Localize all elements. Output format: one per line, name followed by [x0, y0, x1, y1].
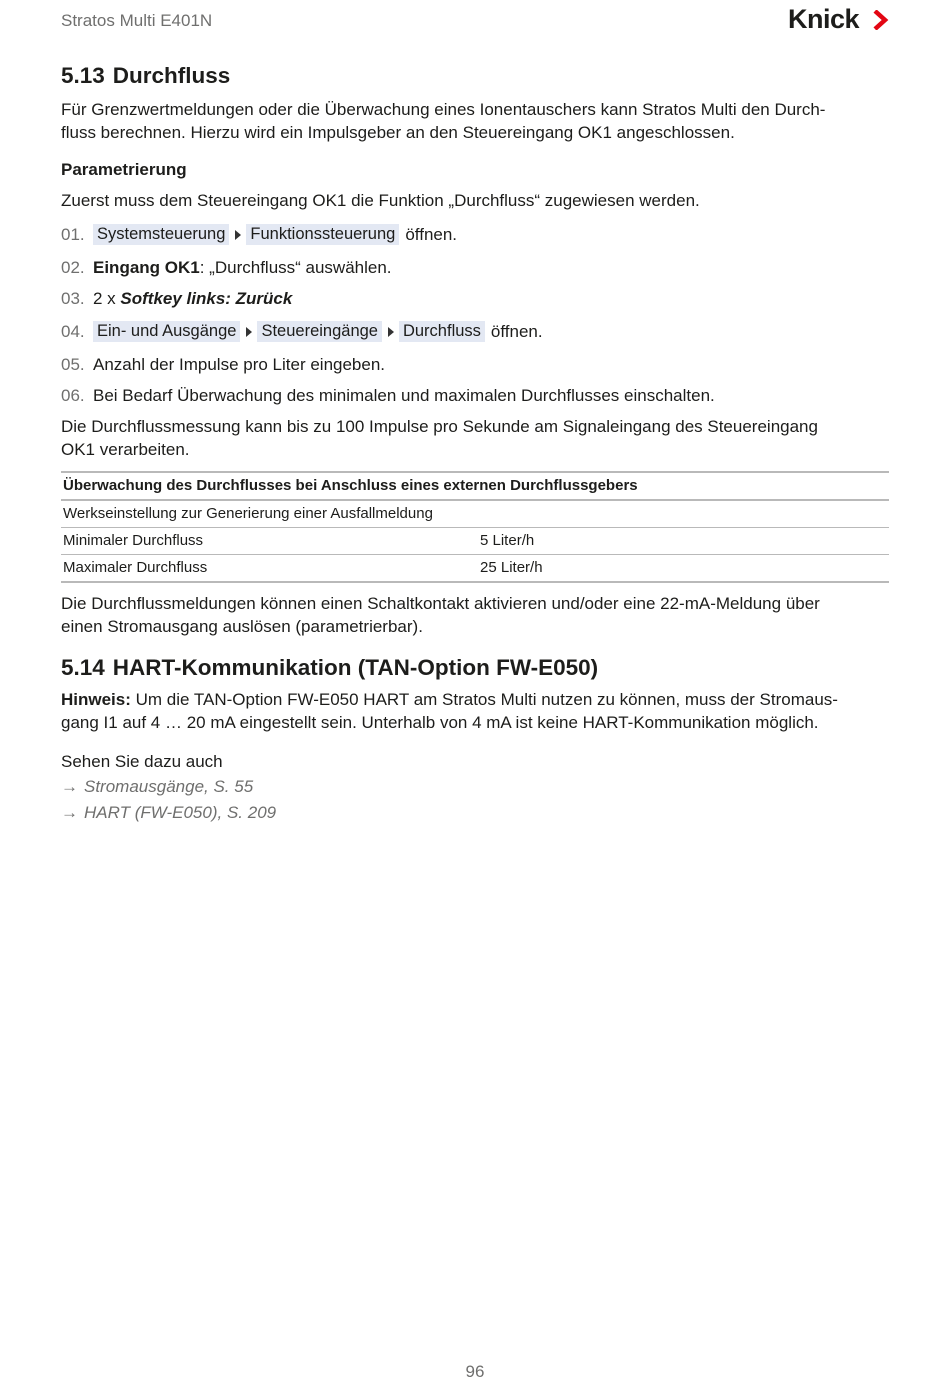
step-text: : „Durchfluss“ auswählen.: [199, 258, 392, 277]
see-also-heading: Sehen Sie dazu auch: [61, 752, 223, 771]
page-number: 96: [465, 1362, 485, 1381]
table-cell-label: Maximaler Durchfluss: [61, 555, 478, 583]
step-text: öffnen.: [490, 322, 543, 341]
after-steps-line-1: Die Durchflussmessung kann bis zu 100 Impulse pro Sekunde am Signaleingang des Steuereingang: [61, 417, 818, 436]
table-header-row: [61, 472, 889, 500]
flow-monitoring-table: [61, 471, 889, 583]
table-row: [61, 555, 889, 583]
table-cell-value: 5 Liter/h: [478, 528, 889, 555]
step-item: [61, 222, 889, 247]
step-number: 04.: [61, 322, 85, 341]
step-text: öffnen.: [405, 225, 458, 244]
menu-crumb-durchfluss: Durchfluss: [399, 321, 485, 342]
chevron-right-icon: [873, 10, 889, 30]
section-heading-5-13: [61, 60, 889, 92]
page-content: [61, 60, 889, 826]
table-row: [61, 500, 889, 528]
menu-crumb-systemsteuerung: Systemsteuerung: [93, 224, 229, 245]
step-item: [61, 287, 889, 310]
note-line-2: gang I1 auf 4 … 20 mA eingestellt sein. Unterhalb von 4 mA ist keine HART-Kommunikation möglich.: [61, 713, 819, 732]
step-text: Bei Bedarf Überwachung des minimalen und maximalen Durchflusses einschalten.: [93, 386, 715, 405]
menu-crumb-funktionssteuerung: Funktionssteuerung: [246, 224, 399, 245]
step-text: Anzahl der Impulse pro Liter eingeben.: [93, 355, 386, 374]
menu-crumb-ein-und-ausgaenge: Ein- und Ausgänge: [93, 321, 240, 342]
link-text[interactable]: Stromausgänge, S. 55: [84, 777, 254, 796]
sub-heading: Parametrierung: [61, 160, 187, 179]
triangle-right-icon: [235, 230, 241, 240]
section-title: HART-Kommunikation (TAN-Option FW-E050): [112, 655, 599, 680]
triangle-right-icon: [388, 327, 394, 337]
step-number: 06.: [61, 386, 85, 405]
logo-text: Knick: [787, 4, 859, 34]
step-number: 03.: [61, 289, 85, 308]
step-number: 02.: [61, 258, 85, 277]
closing-line-2: einen Stromausgang auslösen (parametrierbar).: [61, 617, 423, 636]
steps-list: [61, 222, 889, 407]
arrow-right-icon: →: [61, 803, 78, 822]
menu-crumb-steuereingaenge: Steuereingänge: [257, 321, 382, 342]
table-row: [61, 528, 889, 555]
link-text[interactable]: HART (FW-E050), S. 209: [84, 803, 277, 822]
intro-line-2: fluss berechnen. Hierzu wird ein Impulsgeber an den Steuereingang OK1 angeschlossen.: [61, 123, 735, 142]
knick-logo: [788, 4, 889, 35]
note-line-1: [61, 688, 889, 711]
section-heading-5-14: [61, 652, 889, 684]
note-label: Hinweis:: [61, 690, 131, 709]
step-number: 01.: [61, 225, 85, 244]
intro-line-1: Für Grenzwertmeldungen oder die Überwachung eines Ionentauschers kann Stratos Multi den Durch-: [61, 100, 826, 119]
section-number: 5.13: [61, 63, 105, 88]
step-item: [61, 353, 889, 376]
table-cell-value: [478, 500, 889, 528]
step-item: [61, 256, 889, 279]
sub-intro: Zuerst muss dem Steuereingang OK1 die Funktion „Durchfluss“ zugewiesen werden.: [61, 191, 700, 210]
step-number: 05.: [61, 355, 85, 374]
step-item: [61, 384, 889, 407]
page-header: [61, 4, 889, 38]
section-number: 5.14: [61, 655, 105, 680]
table-cell-value: 25 Liter/h: [478, 555, 889, 583]
table-cell-label: Werkseinstellung zur Generierung einer Ausfallmeldung: [61, 500, 478, 528]
triangle-right-icon: [246, 327, 252, 337]
step-bold: Eingang OK1: [93, 258, 200, 277]
see-also-link-stromausgaenge[interactable]: [61, 774, 889, 800]
table-header: Überwachung des Durchflusses bei Anschluss eines externen Durchflussgebers: [61, 472, 889, 500]
arrow-right-icon: →: [61, 777, 78, 796]
after-steps-line-2: OK1 verarbeiten.: [61, 440, 190, 459]
step-item: [61, 319, 889, 344]
closing-line-1: Die Durchflussmeldungen können einen Schaltkontakt aktivieren und/oder eine 22-mA-Meldung über: [61, 594, 820, 613]
see-also-link-hart[interactable]: [61, 800, 889, 826]
step-text: 2 x: [93, 289, 121, 308]
table-cell-label: Minimaler Durchfluss: [61, 528, 478, 555]
section-title: Durchfluss: [112, 63, 231, 88]
note-text: Um die TAN-Option FW-E050 HART am Stratos Multi nutzen zu können, muss der Stromaus-: [130, 690, 838, 709]
step-bold-italic: Softkey links: Zurück: [120, 289, 293, 308]
doc-title: Stratos Multi E401N: [61, 11, 213, 30]
